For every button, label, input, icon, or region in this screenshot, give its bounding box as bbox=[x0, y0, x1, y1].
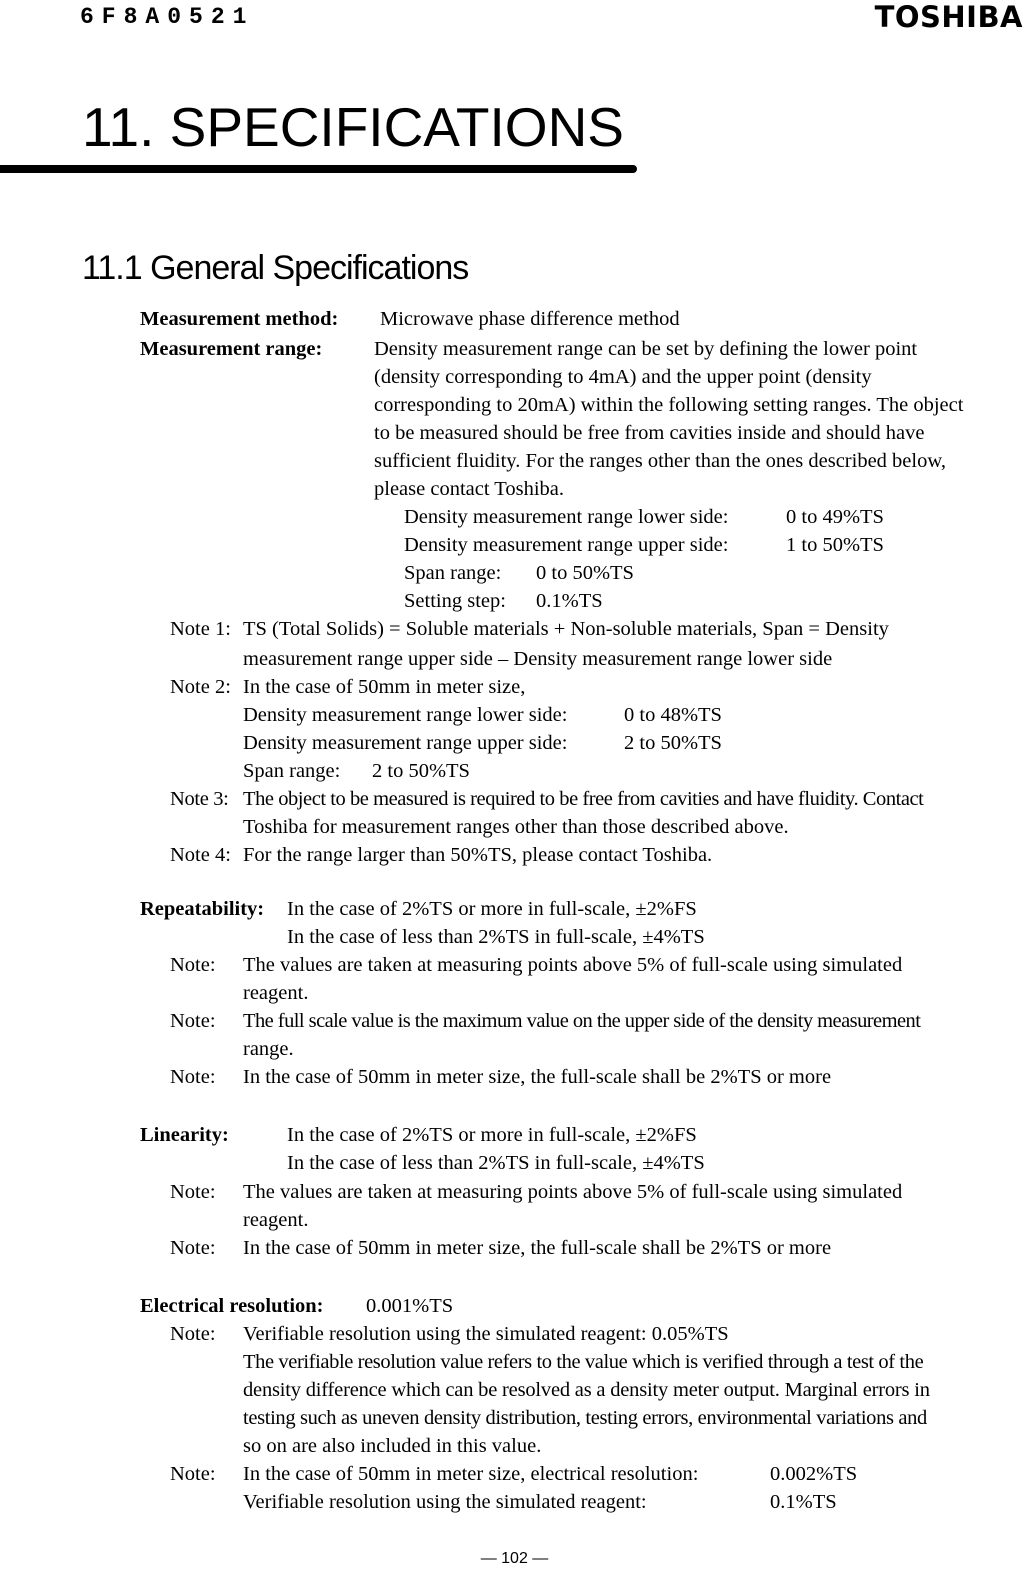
note-text: In the case of 50mm in meter size, the full-scale shall be 2%TS or more bbox=[243, 1237, 832, 1259]
setting-value: 0.1%TS bbox=[536, 590, 603, 612]
note-text: The full scale value is the maximum value on the upper side of the density measurement bbox=[243, 1010, 921, 1032]
note-label: Note: bbox=[170, 1463, 216, 1485]
note-text: In the case of 50mm in meter size, the full-scale shall be 2%TS or more bbox=[243, 1066, 832, 1088]
note-text: The values are taken at measuring points above 5% of full-scale using simulated bbox=[243, 954, 903, 976]
note-text: TS (Total Solids) = Soluble materials + Non-soluble materials, Span = Density bbox=[243, 618, 889, 640]
linearity-line: In the case of less than 2%TS in full-scale, ±4%TS bbox=[287, 1152, 705, 1174]
linearity-label: Linearity: bbox=[140, 1124, 229, 1146]
measurement-method-value: Microwave phase difference method bbox=[380, 308, 680, 330]
measurement-range-line: (density corresponding to 4mA) and the upper point (density bbox=[374, 366, 872, 388]
electrical-resolution-label: Electrical resolution: bbox=[140, 1295, 324, 1317]
note-text: so on are also included in this value. bbox=[243, 1435, 542, 1457]
note-text: The values are taken at measuring points above 5% of full-scale using simulated bbox=[243, 1181, 903, 1203]
note-text: The object to be measured is required to be free from cavities and have fluidity. Contact bbox=[243, 788, 924, 810]
note-label: Note: bbox=[170, 1237, 216, 1259]
note-label: Note: bbox=[170, 1010, 216, 1032]
measurement-range-line: Density measurement range can be set by defining the lower point bbox=[374, 338, 918, 360]
setting-label: Span range: bbox=[404, 562, 502, 584]
setting-value: 0 to 50%TS bbox=[536, 562, 634, 584]
resolution-row-label: Verifiable resolution using the simulated reagent: bbox=[243, 1491, 647, 1513]
note-label: Note 1: bbox=[170, 618, 231, 640]
chapter-title: 11. SPECIFICATIONS bbox=[82, 96, 624, 158]
setting-label: Density measurement range upper side: bbox=[404, 534, 729, 556]
note-label: Note: bbox=[170, 1323, 216, 1345]
repeatability-label: Repeatability: bbox=[140, 898, 265, 920]
measurement-range-line: please contact Toshiba. bbox=[374, 478, 565, 500]
note-text: testing such as uneven density distribution, testing errors, environmental variations and bbox=[243, 1407, 927, 1429]
note-text: Verifiable resolution using the simulated reagent: 0.05%TS bbox=[243, 1323, 729, 1345]
note-text: density difference which can be resolved as a density meter output. Marginal errors in bbox=[243, 1379, 930, 1401]
resolution-row-value: 0.1%TS bbox=[770, 1491, 837, 1513]
setting-label: Density measurement range upper side: bbox=[243, 732, 568, 754]
setting-label: Span range: bbox=[243, 760, 341, 782]
note-text: reagent. bbox=[243, 1209, 309, 1231]
measurement-range-label: Measurement range: bbox=[140, 338, 323, 360]
measurement-range-line: to be measured should be free from cavities inside and should have bbox=[374, 422, 925, 444]
note-label: Note 2: bbox=[170, 676, 231, 698]
note-label: Note: bbox=[170, 1181, 216, 1203]
note-label: Note: bbox=[170, 1066, 216, 1088]
toshiba-logo: TOSHIBA bbox=[874, 0, 1023, 34]
resolution-row-label: In the case of 50mm in meter size, electrical resolution: bbox=[243, 1463, 699, 1485]
note-label: Note 4: bbox=[170, 844, 231, 866]
document-code: 6F8A0521 bbox=[80, 4, 255, 30]
chapter-title-rule bbox=[0, 165, 637, 173]
note-text: measurement range upper side – Density measurement range lower side bbox=[243, 648, 833, 670]
repeatability-line: In the case of 2%TS or more in full-scale, ±2%FS bbox=[287, 898, 697, 920]
measurement-range-line: sufficient fluidity. For the ranges other than the ones described below, bbox=[374, 450, 946, 472]
setting-value: 0 to 49%TS bbox=[786, 506, 884, 528]
note-text: Toshiba for measurement ranges other than those described above. bbox=[243, 816, 789, 838]
measurement-method-label: Measurement method: bbox=[140, 308, 339, 330]
setting-label: Density measurement range lower side: bbox=[243, 704, 568, 726]
note-text: The verifiable resolution value refers to the value which is verified through a test of the bbox=[243, 1351, 924, 1373]
setting-value: 0 to 48%TS bbox=[624, 704, 722, 726]
note-text: reagent. bbox=[243, 982, 309, 1004]
electrical-resolution-value: 0.001%TS bbox=[366, 1295, 454, 1317]
note-text: For the range larger than 50%TS, please contact Toshiba. bbox=[243, 844, 713, 866]
setting-value: 1 to 50%TS bbox=[786, 534, 884, 556]
note-label: Note: bbox=[170, 954, 216, 976]
setting-value: 2 to 50%TS bbox=[624, 732, 722, 754]
setting-label: Density measurement range lower side: bbox=[404, 506, 729, 528]
linearity-line: In the case of 2%TS or more in full-scale, ±2%FS bbox=[287, 1124, 697, 1146]
page-number: — 102 — bbox=[480, 1550, 549, 1567]
setting-value: 2 to 50%TS bbox=[372, 760, 470, 782]
note-text: range. bbox=[243, 1038, 294, 1060]
note-label: Note 3: bbox=[170, 788, 229, 810]
measurement-range-line: corresponding to 20mA) within the following setting ranges. The object bbox=[374, 394, 964, 416]
note-text: In the case of 50mm in meter size, bbox=[243, 676, 526, 698]
setting-label: Setting step: bbox=[404, 590, 506, 612]
resolution-row-value: 0.002%TS bbox=[770, 1463, 858, 1485]
section-title: 11.1 General Specifications bbox=[82, 249, 469, 287]
repeatability-line: In the case of less than 2%TS in full-scale, ±4%TS bbox=[287, 926, 705, 948]
